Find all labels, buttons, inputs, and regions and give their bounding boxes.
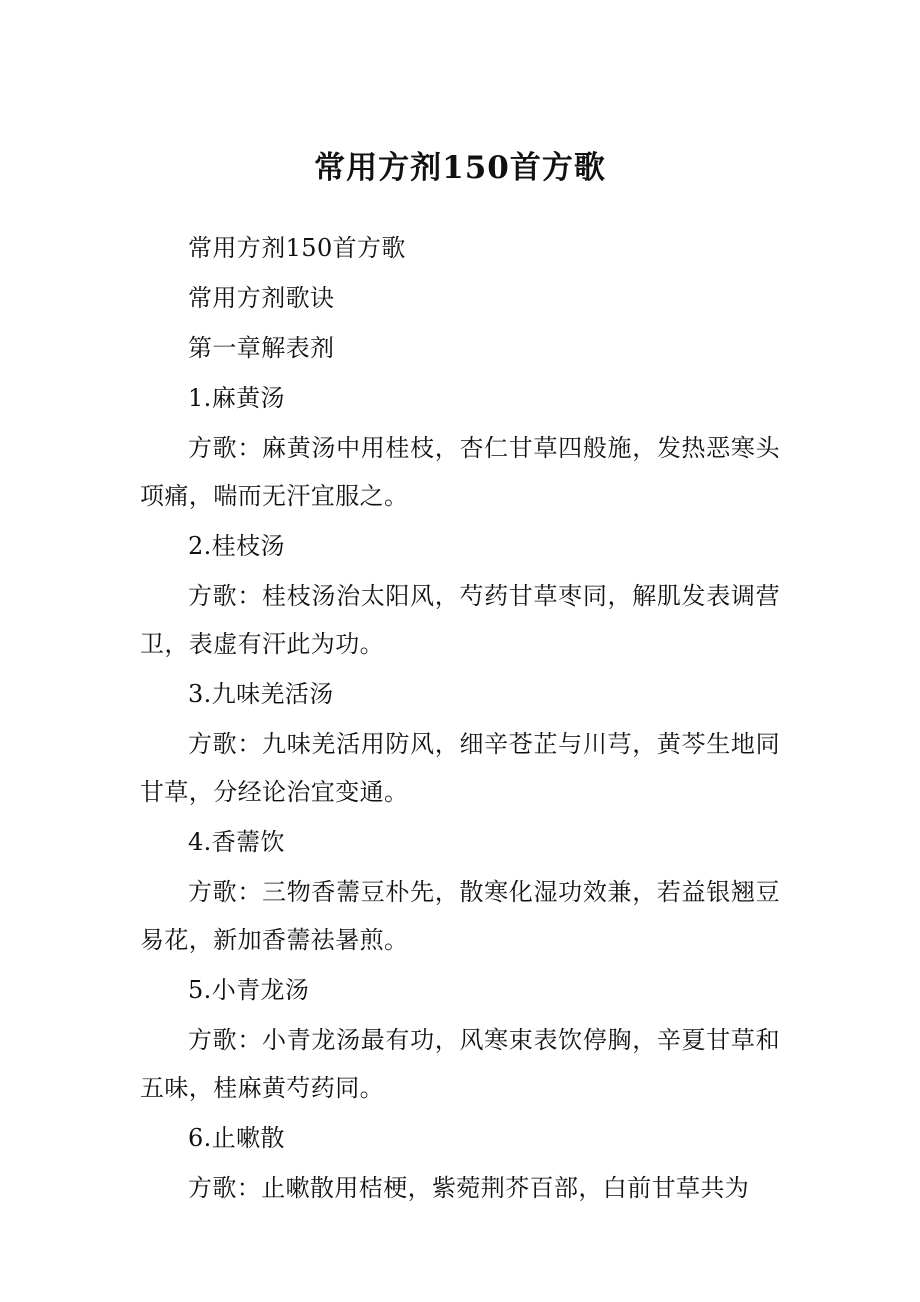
formula-heading: 3.九味羌活汤	[188, 680, 334, 708]
paragraph: 常用方剂歌诀	[188, 284, 335, 312]
formula-verse: 方歌：止嗽散用桔梗，紫菀荆芥百部，白前甘草共为	[188, 1174, 750, 1202]
formula-heading: 2.桂枝汤	[188, 532, 285, 560]
paragraph: 常用方剂150首方歌	[188, 234, 406, 262]
formula-verse: 方歌：桂枝汤治太阳风，芍药甘草枣同，解肌发表调营卫，表虚有汗此为功。	[140, 582, 780, 658]
chapter-heading: 第一章解表剂	[188, 334, 335, 362]
formula-verse: 方歌：麻黄汤中用桂枝，杏仁甘草四般施，发热恶寒头项痛，喘而无汗宜服之。	[140, 434, 780, 510]
document-title: 常用方剂150首方歌	[314, 150, 606, 186]
formula-verse: 方歌：三物香薷豆朴先，散寒化湿功效兼，若益银翘豆易花，新加香薷祛暑煎。	[140, 878, 780, 954]
formula-heading: 5.小青龙汤	[188, 976, 310, 1004]
document-body	[140, 224, 780, 1212]
formula-heading: 6.止嗽散	[188, 1124, 285, 1152]
formula-heading: 4.香薷饮	[188, 828, 285, 856]
formula-verse: 方歌：小青龙汤最有功，风寒束表饮停胸，辛夏甘草和五味，桂麻黄芍药同。	[140, 1026, 780, 1102]
formula-verse: 方歌：九味羌活用防风，细辛苍芷与川芎，黄芩生地同甘草，分经论治宜变通。	[140, 730, 780, 806]
formula-heading: 1.麻黄汤	[188, 384, 285, 412]
